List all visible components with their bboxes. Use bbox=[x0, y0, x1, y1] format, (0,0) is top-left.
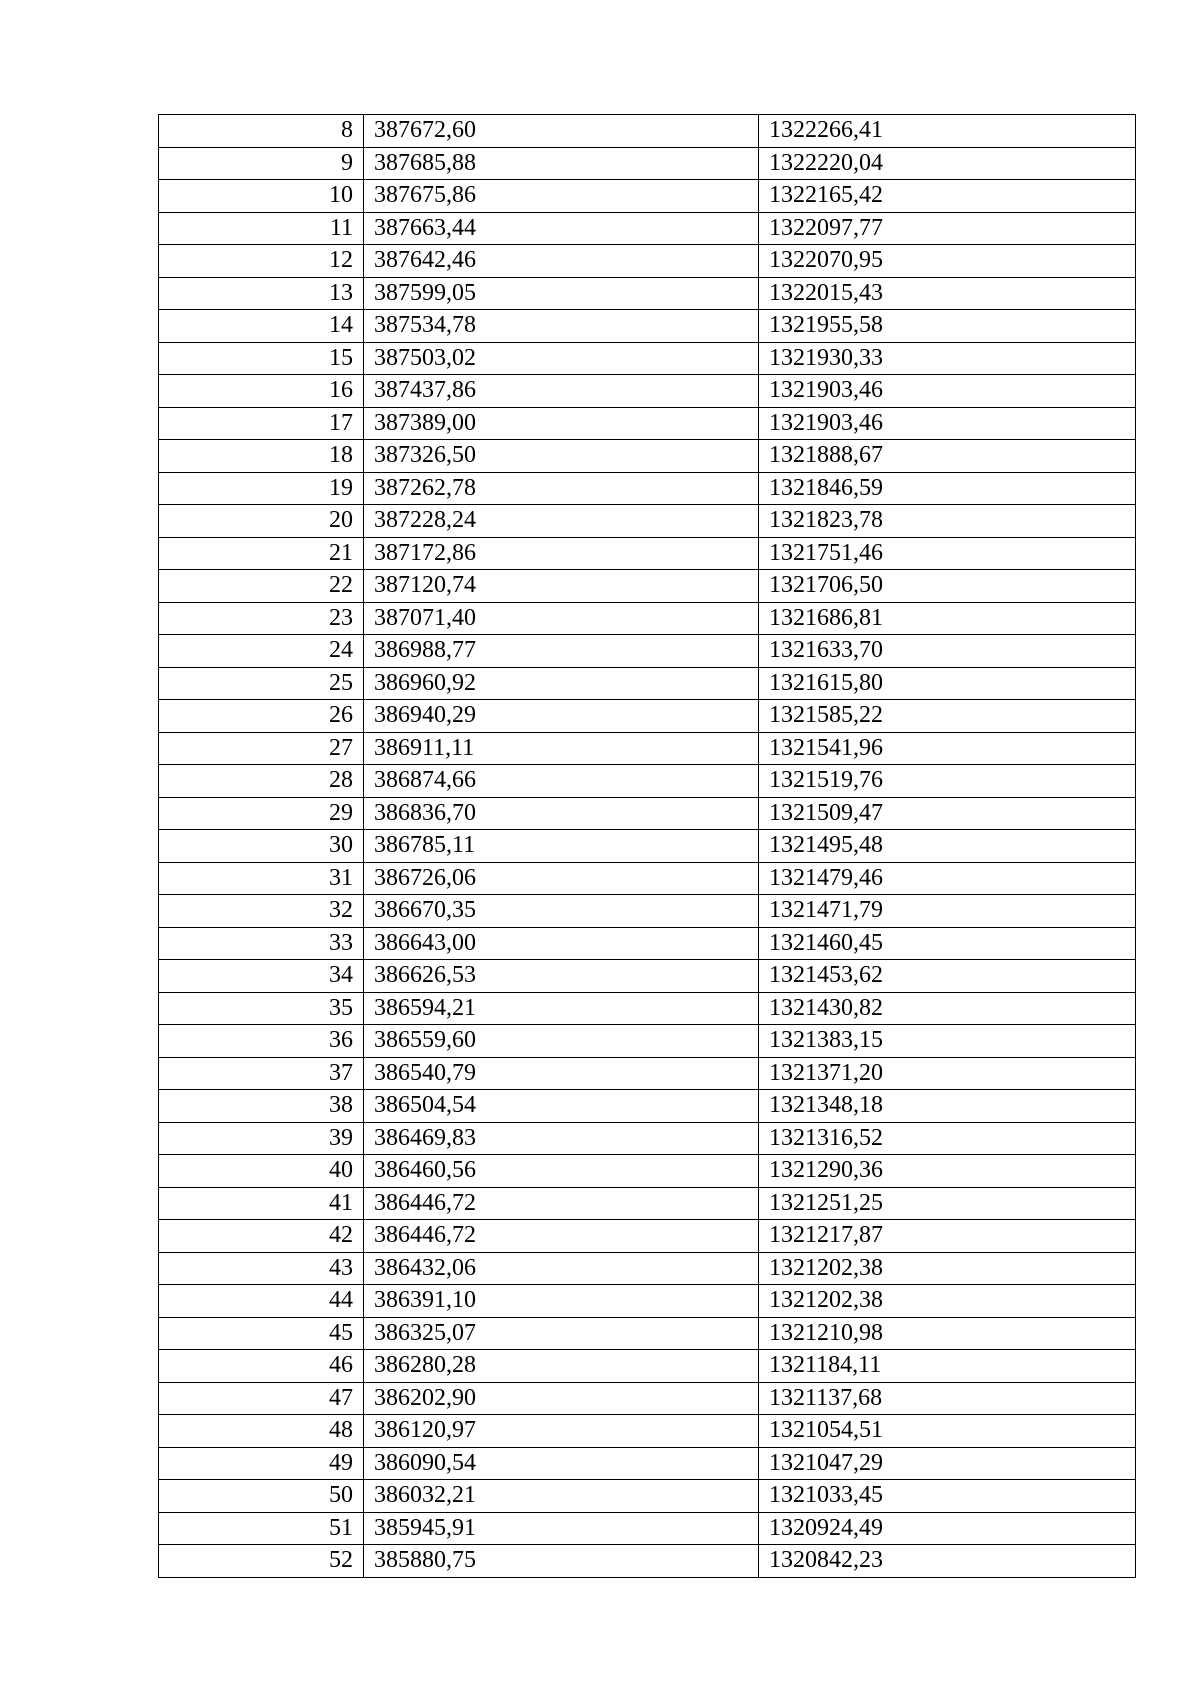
table-row bbox=[159, 1545, 1136, 1578]
y-coordinate-cell: 1322165,42 bbox=[759, 180, 1136, 213]
table-row bbox=[159, 407, 1136, 440]
table-row bbox=[159, 992, 1136, 1025]
x-coordinate-cell: 386460,56 bbox=[364, 1155, 759, 1188]
x-coordinate-cell: 387389,00 bbox=[364, 407, 759, 440]
table-row bbox=[159, 147, 1136, 180]
y-coordinate-cell: 1321903,46 bbox=[759, 407, 1136, 440]
x-coordinate-cell: 387120,74 bbox=[364, 570, 759, 603]
y-coordinate-cell: 1321348,18 bbox=[759, 1090, 1136, 1123]
x-coordinate-cell: 386960,92 bbox=[364, 667, 759, 700]
x-coordinate-cell: 386280,28 bbox=[364, 1350, 759, 1383]
y-coordinate-cell: 1321054,51 bbox=[759, 1415, 1136, 1448]
x-coordinate-cell: 386559,60 bbox=[364, 1025, 759, 1058]
x-coordinate-cell: 386836,70 bbox=[364, 797, 759, 830]
table-row bbox=[159, 1122, 1136, 1155]
point-number-cell: 43 bbox=[159, 1252, 364, 1285]
x-coordinate-cell: 387437,86 bbox=[364, 375, 759, 408]
y-coordinate-cell: 1321751,46 bbox=[759, 537, 1136, 570]
point-number-cell: 40 bbox=[159, 1155, 364, 1188]
point-number-cell: 35 bbox=[159, 992, 364, 1025]
y-coordinate-cell: 1322070,95 bbox=[759, 245, 1136, 278]
x-coordinate-cell: 387642,46 bbox=[364, 245, 759, 278]
table-row bbox=[159, 635, 1136, 668]
x-coordinate-cell: 387071,40 bbox=[364, 602, 759, 635]
y-coordinate-cell: 1321479,46 bbox=[759, 862, 1136, 895]
table-row bbox=[159, 862, 1136, 895]
point-number-cell: 28 bbox=[159, 765, 364, 798]
y-coordinate-cell: 1321453,62 bbox=[759, 960, 1136, 993]
x-coordinate-cell: 386325,07 bbox=[364, 1317, 759, 1350]
point-number-cell: 34 bbox=[159, 960, 364, 993]
y-coordinate-cell: 1321184,11 bbox=[759, 1350, 1136, 1383]
point-number-cell: 22 bbox=[159, 570, 364, 603]
y-coordinate-cell: 1321430,82 bbox=[759, 992, 1136, 1025]
x-coordinate-cell: 386032,21 bbox=[364, 1480, 759, 1513]
y-coordinate-cell: 1321541,96 bbox=[759, 732, 1136, 765]
y-coordinate-cell: 1321930,33 bbox=[759, 342, 1136, 375]
table-row bbox=[159, 1447, 1136, 1480]
table-row bbox=[159, 1090, 1136, 1123]
table-row bbox=[159, 1415, 1136, 1448]
table-row bbox=[159, 830, 1136, 863]
y-coordinate-cell: 1322220,04 bbox=[759, 147, 1136, 180]
x-coordinate-cell: 386911,11 bbox=[364, 732, 759, 765]
x-coordinate-cell: 386391,10 bbox=[364, 1285, 759, 1318]
table-row bbox=[159, 440, 1136, 473]
point-number-cell: 23 bbox=[159, 602, 364, 635]
point-number-cell: 41 bbox=[159, 1187, 364, 1220]
point-number-cell: 52 bbox=[159, 1545, 364, 1578]
x-coordinate-cell: 386202,90 bbox=[364, 1382, 759, 1415]
x-coordinate-cell: 385880,75 bbox=[364, 1545, 759, 1578]
y-coordinate-cell: 1321217,87 bbox=[759, 1220, 1136, 1253]
point-number-cell: 25 bbox=[159, 667, 364, 700]
point-number-cell: 47 bbox=[159, 1382, 364, 1415]
table-row bbox=[159, 1350, 1136, 1383]
y-coordinate-cell: 1320924,49 bbox=[759, 1512, 1136, 1545]
table-row bbox=[159, 212, 1136, 245]
point-number-cell: 33 bbox=[159, 927, 364, 960]
point-number-cell: 46 bbox=[159, 1350, 364, 1383]
point-number-cell: 24 bbox=[159, 635, 364, 668]
x-coordinate-cell: 387599,05 bbox=[364, 277, 759, 310]
y-coordinate-cell: 1321686,81 bbox=[759, 602, 1136, 635]
table-row bbox=[159, 1025, 1136, 1058]
y-coordinate-cell: 1321460,45 bbox=[759, 927, 1136, 960]
x-coordinate-cell: 386432,06 bbox=[364, 1252, 759, 1285]
point-number-cell: 37 bbox=[159, 1057, 364, 1090]
point-number-cell: 51 bbox=[159, 1512, 364, 1545]
x-coordinate-cell: 386090,54 bbox=[364, 1447, 759, 1480]
table-row bbox=[159, 1220, 1136, 1253]
x-coordinate-cell: 386446,72 bbox=[364, 1220, 759, 1253]
point-number-cell: 36 bbox=[159, 1025, 364, 1058]
x-coordinate-cell: 387326,50 bbox=[364, 440, 759, 473]
table-row bbox=[159, 895, 1136, 928]
point-number-cell: 20 bbox=[159, 505, 364, 538]
x-coordinate-cell: 386446,72 bbox=[364, 1187, 759, 1220]
point-number-cell: 39 bbox=[159, 1122, 364, 1155]
y-coordinate-cell: 1321888,67 bbox=[759, 440, 1136, 473]
y-coordinate-cell: 1321633,70 bbox=[759, 635, 1136, 668]
x-coordinate-cell: 386594,21 bbox=[364, 992, 759, 1025]
y-coordinate-cell: 1322097,77 bbox=[759, 212, 1136, 245]
y-coordinate-cell: 1321251,25 bbox=[759, 1187, 1136, 1220]
table-row bbox=[159, 277, 1136, 310]
table-row bbox=[159, 765, 1136, 798]
y-coordinate-cell: 1321955,58 bbox=[759, 310, 1136, 343]
y-coordinate-cell: 1320842,23 bbox=[759, 1545, 1136, 1578]
table-row bbox=[159, 1155, 1136, 1188]
table-row bbox=[159, 1480, 1136, 1513]
x-coordinate-cell: 387228,24 bbox=[364, 505, 759, 538]
y-coordinate-cell: 1321471,79 bbox=[759, 895, 1136, 928]
x-coordinate-cell: 387503,02 bbox=[364, 342, 759, 375]
point-number-cell: 8 bbox=[159, 115, 364, 148]
table-row bbox=[159, 700, 1136, 733]
table-row bbox=[159, 310, 1136, 343]
table-row bbox=[159, 927, 1136, 960]
point-number-cell: 12 bbox=[159, 245, 364, 278]
point-number-cell: 44 bbox=[159, 1285, 364, 1318]
x-coordinate-cell: 386469,83 bbox=[364, 1122, 759, 1155]
table-row bbox=[159, 1057, 1136, 1090]
y-coordinate-cell: 1321316,52 bbox=[759, 1122, 1136, 1155]
point-number-cell: 21 bbox=[159, 537, 364, 570]
point-number-cell: 11 bbox=[159, 212, 364, 245]
coordinates-table-body bbox=[159, 115, 1136, 1578]
x-coordinate-cell: 387262,78 bbox=[364, 472, 759, 505]
x-coordinate-cell: 387663,44 bbox=[364, 212, 759, 245]
point-number-cell: 17 bbox=[159, 407, 364, 440]
table-row bbox=[159, 180, 1136, 213]
point-number-cell: 18 bbox=[159, 440, 364, 473]
y-coordinate-cell: 1322266,41 bbox=[759, 115, 1136, 148]
y-coordinate-cell: 1321903,46 bbox=[759, 375, 1136, 408]
table-row bbox=[159, 1187, 1136, 1220]
table-row bbox=[159, 797, 1136, 830]
point-number-cell: 15 bbox=[159, 342, 364, 375]
table-row bbox=[159, 245, 1136, 278]
point-number-cell: 30 bbox=[159, 830, 364, 863]
y-coordinate-cell: 1321706,50 bbox=[759, 570, 1136, 603]
table-row bbox=[159, 960, 1136, 993]
table-row bbox=[159, 537, 1136, 570]
point-number-cell: 9 bbox=[159, 147, 364, 180]
point-number-cell: 38 bbox=[159, 1090, 364, 1123]
x-coordinate-cell: 386785,11 bbox=[364, 830, 759, 863]
point-number-cell: 48 bbox=[159, 1415, 364, 1448]
point-number-cell: 27 bbox=[159, 732, 364, 765]
x-coordinate-cell: 386670,35 bbox=[364, 895, 759, 928]
y-coordinate-cell: 1321202,38 bbox=[759, 1252, 1136, 1285]
y-coordinate-cell: 1321290,36 bbox=[759, 1155, 1136, 1188]
table-row bbox=[159, 375, 1136, 408]
point-number-cell: 49 bbox=[159, 1447, 364, 1480]
table-row bbox=[159, 1382, 1136, 1415]
y-coordinate-cell: 1321202,38 bbox=[759, 1285, 1136, 1318]
x-coordinate-cell: 387172,86 bbox=[364, 537, 759, 570]
table-row bbox=[159, 570, 1136, 603]
x-coordinate-cell: 386626,53 bbox=[364, 960, 759, 993]
y-coordinate-cell: 1321047,29 bbox=[759, 1447, 1136, 1480]
table-row bbox=[159, 1512, 1136, 1545]
x-coordinate-cell: 386726,06 bbox=[364, 862, 759, 895]
y-coordinate-cell: 1321519,76 bbox=[759, 765, 1136, 798]
x-coordinate-cell: 387534,78 bbox=[364, 310, 759, 343]
x-coordinate-cell: 385945,91 bbox=[364, 1512, 759, 1545]
point-number-cell: 45 bbox=[159, 1317, 364, 1350]
x-coordinate-cell: 386540,79 bbox=[364, 1057, 759, 1090]
y-coordinate-cell: 1321846,59 bbox=[759, 472, 1136, 505]
x-coordinate-cell: 386643,00 bbox=[364, 927, 759, 960]
y-coordinate-cell: 1321383,15 bbox=[759, 1025, 1136, 1058]
point-number-cell: 14 bbox=[159, 310, 364, 343]
point-number-cell: 10 bbox=[159, 180, 364, 213]
table-row bbox=[159, 115, 1136, 148]
table-row bbox=[159, 472, 1136, 505]
table-row bbox=[159, 1285, 1136, 1318]
table-row bbox=[159, 667, 1136, 700]
x-coordinate-cell: 387685,88 bbox=[364, 147, 759, 180]
x-coordinate-cell: 386504,54 bbox=[364, 1090, 759, 1123]
point-number-cell: 13 bbox=[159, 277, 364, 310]
y-coordinate-cell: 1322015,43 bbox=[759, 277, 1136, 310]
y-coordinate-cell: 1321210,98 bbox=[759, 1317, 1136, 1350]
point-number-cell: 50 bbox=[159, 1480, 364, 1513]
y-coordinate-cell: 1321615,80 bbox=[759, 667, 1136, 700]
y-coordinate-cell: 1321371,20 bbox=[759, 1057, 1136, 1090]
y-coordinate-cell: 1321495,48 bbox=[759, 830, 1136, 863]
x-coordinate-cell: 386120,97 bbox=[364, 1415, 759, 1448]
point-number-cell: 31 bbox=[159, 862, 364, 895]
point-number-cell: 29 bbox=[159, 797, 364, 830]
point-number-cell: 42 bbox=[159, 1220, 364, 1253]
point-number-cell: 16 bbox=[159, 375, 364, 408]
table-row bbox=[159, 1252, 1136, 1285]
table-row bbox=[159, 732, 1136, 765]
x-coordinate-cell: 386988,77 bbox=[364, 635, 759, 668]
y-coordinate-cell: 1321823,78 bbox=[759, 505, 1136, 538]
point-number-cell: 32 bbox=[159, 895, 364, 928]
table-row bbox=[159, 505, 1136, 538]
table-row bbox=[159, 1317, 1136, 1350]
coordinates-table bbox=[158, 114, 1136, 1578]
x-coordinate-cell: 386940,29 bbox=[364, 700, 759, 733]
y-coordinate-cell: 1321033,45 bbox=[759, 1480, 1136, 1513]
table-row bbox=[159, 602, 1136, 635]
x-coordinate-cell: 387672,60 bbox=[364, 115, 759, 148]
point-number-cell: 19 bbox=[159, 472, 364, 505]
point-number-cell: 26 bbox=[159, 700, 364, 733]
x-coordinate-cell: 387675,86 bbox=[364, 180, 759, 213]
y-coordinate-cell: 1321509,47 bbox=[759, 797, 1136, 830]
table-row bbox=[159, 342, 1136, 375]
x-coordinate-cell: 386874,66 bbox=[364, 765, 759, 798]
y-coordinate-cell: 1321137,68 bbox=[759, 1382, 1136, 1415]
y-coordinate-cell: 1321585,22 bbox=[759, 700, 1136, 733]
